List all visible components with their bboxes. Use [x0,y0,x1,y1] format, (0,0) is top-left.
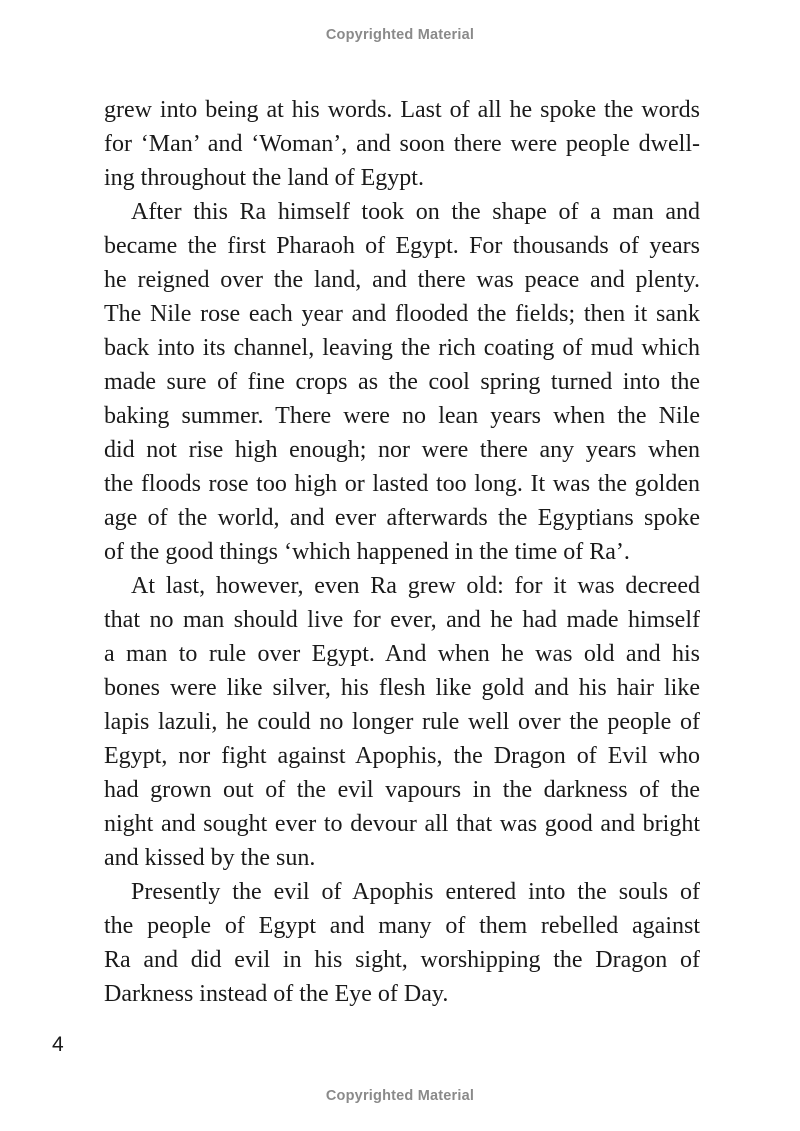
text-line: did not rise high enough; nor were there any years when [104,437,700,463]
text-line: age of the world, and ever afterwards the Egyptians spoke [104,505,700,531]
text-line: night and sought ever to devour all that was good and bright [104,811,700,837]
text-line: The Nile rose each year and flooded the fields; then it sank [104,301,700,327]
text-line: Darkness instead of the Eye of Day. [104,981,449,1007]
copyright-watermark-bottom: Copyrighted Material [325,1088,475,1104]
text-line: lapis lazuli, he could no longer rule well over the people of [104,709,700,735]
text-line: that no man should live for ever, and he had made himself [104,607,700,633]
text-line: ing throughout the land of Egypt. [104,165,424,191]
text-line: Ra and did evil in his sight, worshipping the Dragon of [104,947,700,973]
text-line: Egypt, nor fight against Apophis, the Dragon of Evil who [104,743,700,769]
text-line: had grown out of the evil vapours in the darkness of the [104,777,700,803]
paragraph-first-line: At last, however, even Ra grew old: for it was decreed [131,573,700,599]
text-line: back into its channel, leaving the rich coating of mud which [104,335,700,361]
text-line: a man to rule over Egypt. And when he was old and his [104,641,700,667]
text-line: of the good things ‘which happened in the time of Ra’. [104,539,630,565]
text-line: he reigned over the land, and there was peace and plenty. [104,267,700,293]
text-line: the people of Egypt and many of them rebelled against [104,913,700,939]
text-line: the floods rose too high or lasted too long. It was the golden [104,471,700,497]
text-line: made sure of fine crops as the cool spring turned into the [104,369,700,395]
page-number: 4 [52,1033,64,1056]
copyright-watermark-top: Copyrighted Material [325,27,475,43]
paragraph-first-line: Presently the evil of Apophis entered into the souls of [131,879,700,905]
text-line: baking summer. There were no lean years when the Nile [104,403,700,429]
text-line: for ‘Man’ and ‘Woman’, and soon there were people dwell- [104,131,700,157]
paragraph-first-line: After this Ra himself took on the shape of a man and [131,199,700,225]
text-line: bones were like silver, his flesh like gold and his hair like [104,675,700,701]
page-body-text [104,93,700,1011]
text-line: grew into being at his words. Last of all he spoke the words [104,97,700,123]
text-line: became the first Pharaoh of Egypt. For thousands of years [104,233,700,259]
text-line: and kissed by the sun. [104,845,316,871]
